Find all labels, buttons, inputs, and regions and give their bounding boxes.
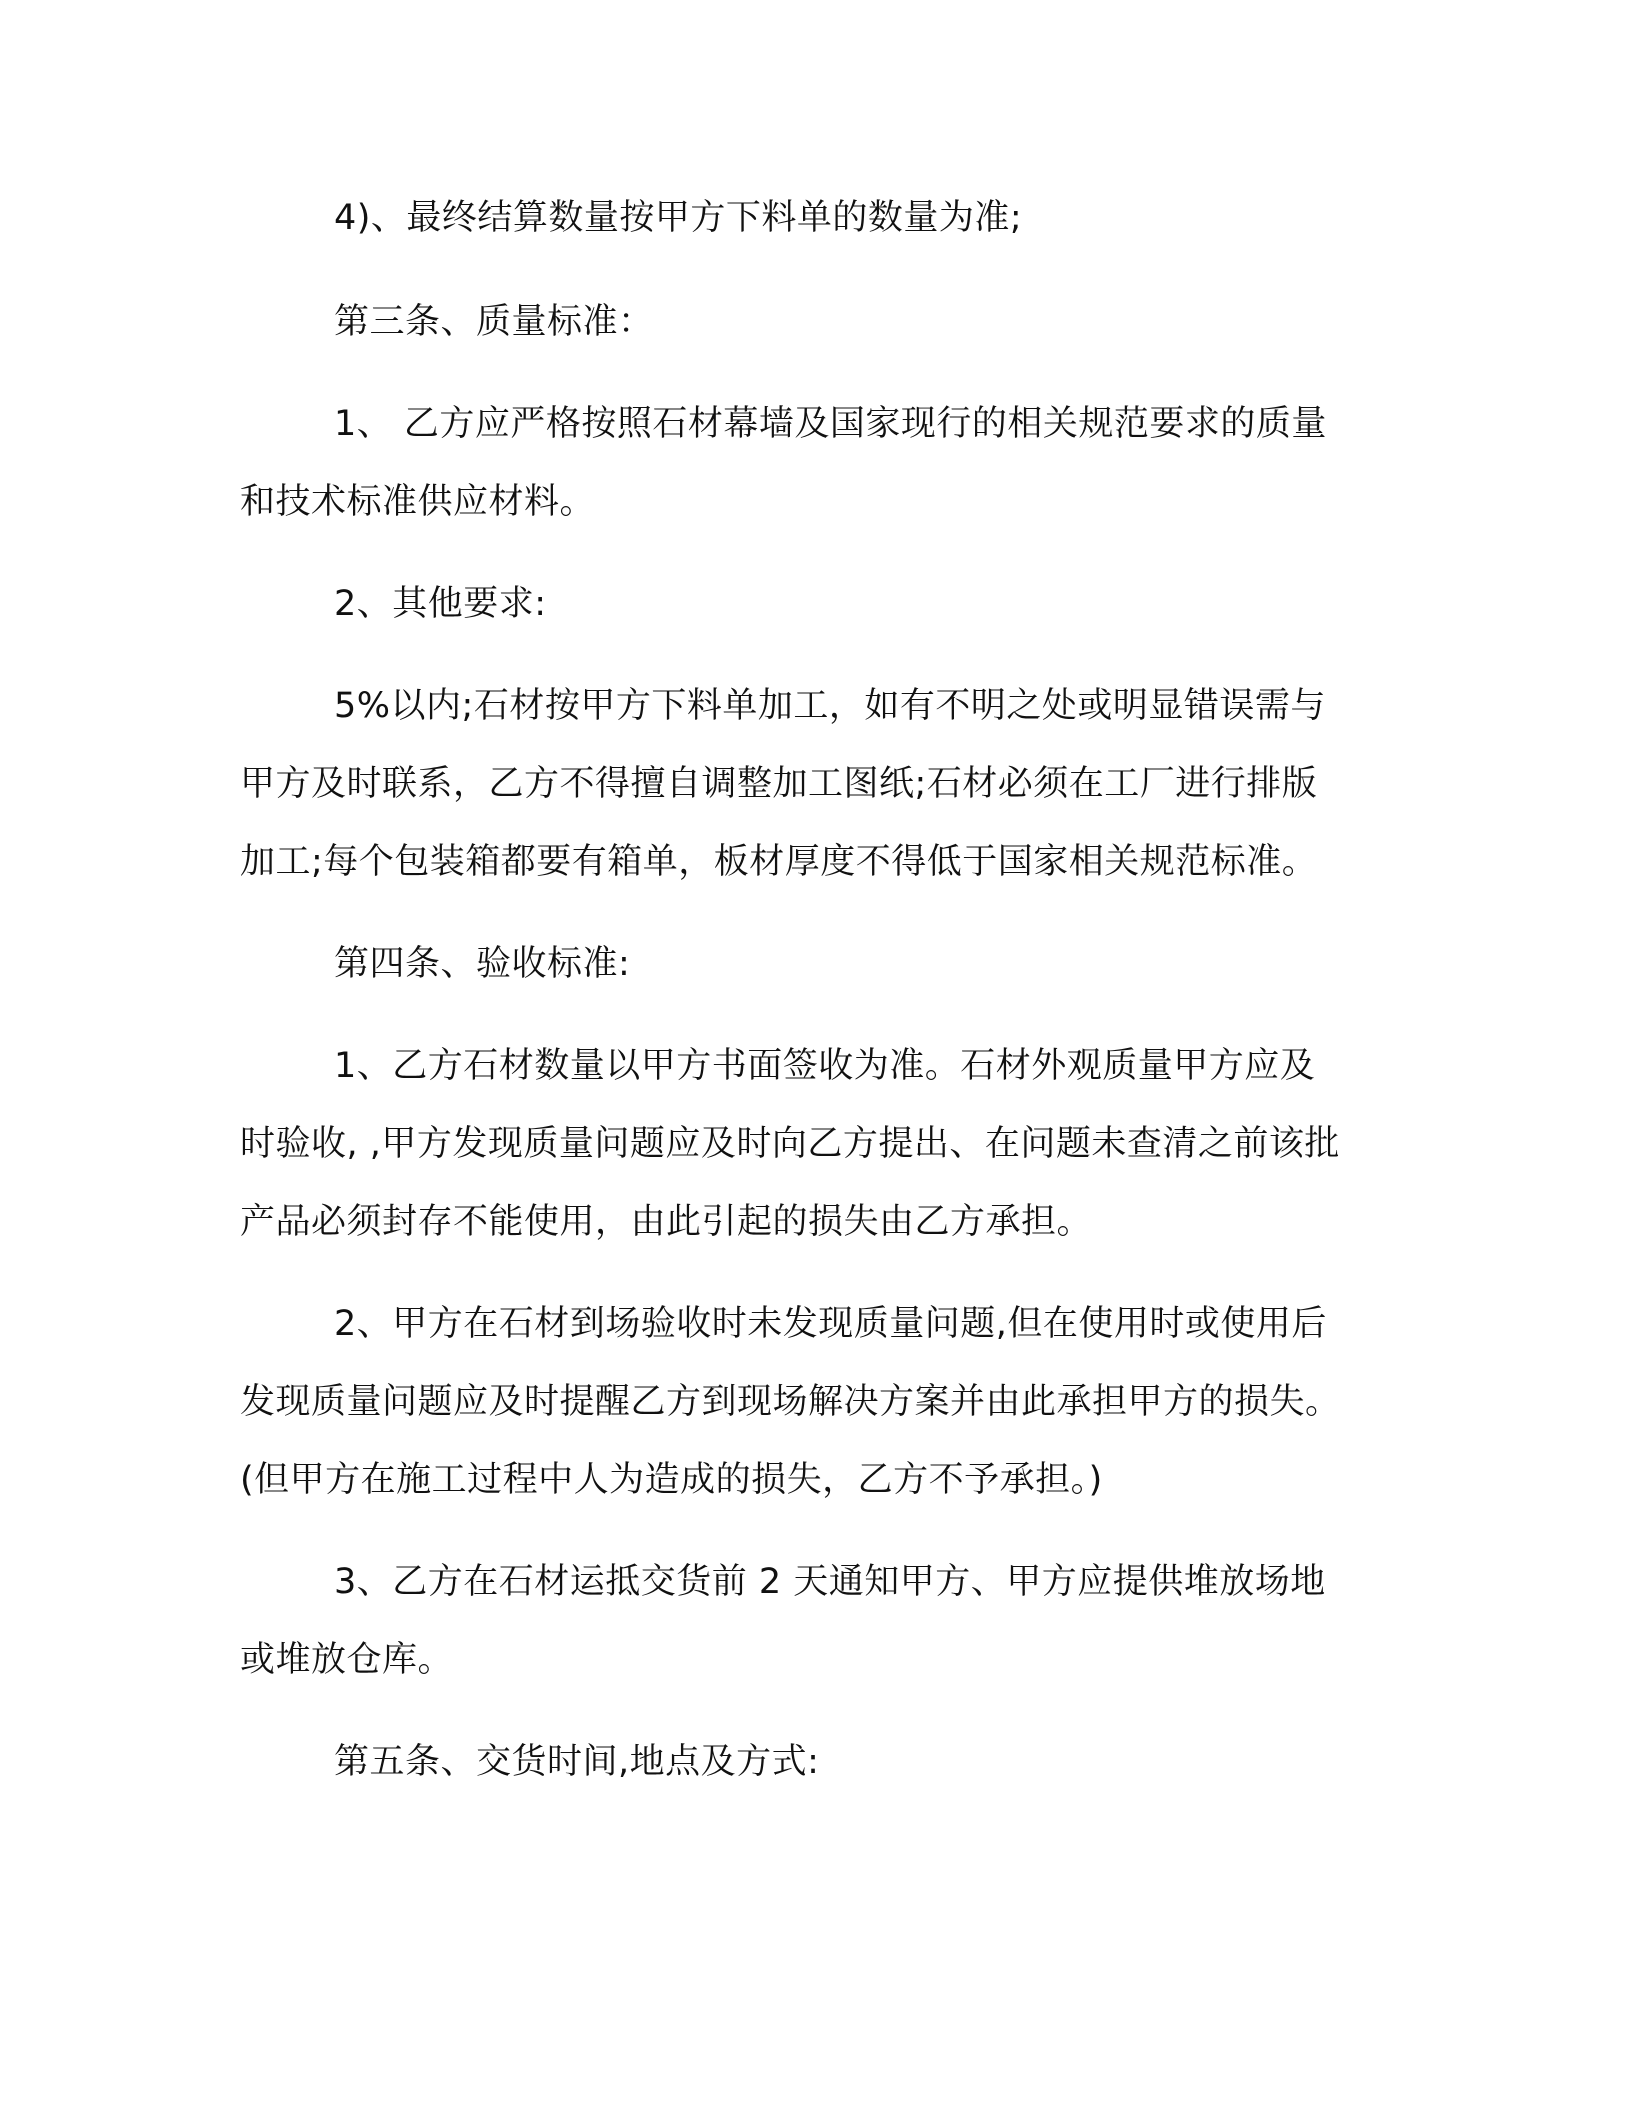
acceptance-item-3-line-1: 3、乙方在石材运抵交货前 2 天通知甲方、甲方应提供堆放场地 bbox=[334, 1562, 1326, 1602]
article-5-heading: 第五条、交货时间,地点及方式: bbox=[334, 1742, 820, 1782]
acceptance-item-2-line-3: (但甲方在施工过程中人为造成的损失，乙方不予承担。) bbox=[240, 1460, 1103, 1500]
other-requirements-line-2: 甲方及时联系，乙方不得擅自调整加工图纸;石材必须在工厂进行排版 bbox=[240, 764, 1318, 804]
quality-standard-item-1-line-2: 和技术标准供应材料。 bbox=[240, 482, 596, 522]
other-requirements-line-1: 5%以内;石材按甲方下料单加工，如有不明之处或明显错误需与 bbox=[334, 686, 1326, 726]
acceptance-item-1-line-3: 产品必须封存不能使用，由此引起的损失由乙方承担。 bbox=[240, 1202, 1093, 1242]
settlement-quantity-clause: 4)、最终结算数量按甲方下料单的数量为准; bbox=[334, 198, 1023, 238]
acceptance-item-2-line-1: 2、甲方在石材到场验收时未发现质量问题,但在使用时或使用后 bbox=[334, 1304, 1327, 1344]
other-requirements-heading: 2、其他要求: bbox=[334, 584, 547, 624]
quality-standard-item-1-line-1: 1、 乙方应严格按照石材幕墙及国家现行的相关规范要求的质量 bbox=[334, 404, 1327, 444]
acceptance-item-3-line-2: 或堆放仓库。 bbox=[240, 1640, 454, 1680]
acceptance-item-2-line-2: 发现质量问题应及时提醒乙方到现场解决方案并由此承担甲方的损失。 bbox=[240, 1382, 1341, 1422]
acceptance-item-1-line-2: 时验收, ,甲方发现质量问题应及时向乙方提出、在问题未查清之前该批 bbox=[240, 1124, 1340, 1164]
acceptance-item-1-line-1: 1、乙方石材数量以甲方书面签收为准。石材外观质量甲方应及 bbox=[334, 1046, 1316, 1086]
article-3-heading: 第三条、质量标准： bbox=[334, 302, 654, 342]
article-4-heading: 第四条、验收标准: bbox=[334, 944, 631, 984]
other-requirements-line-3: 加工;每个包装箱都要有箱单，板材厚度不得低于国家相关规范标准。 bbox=[240, 842, 1318, 882]
